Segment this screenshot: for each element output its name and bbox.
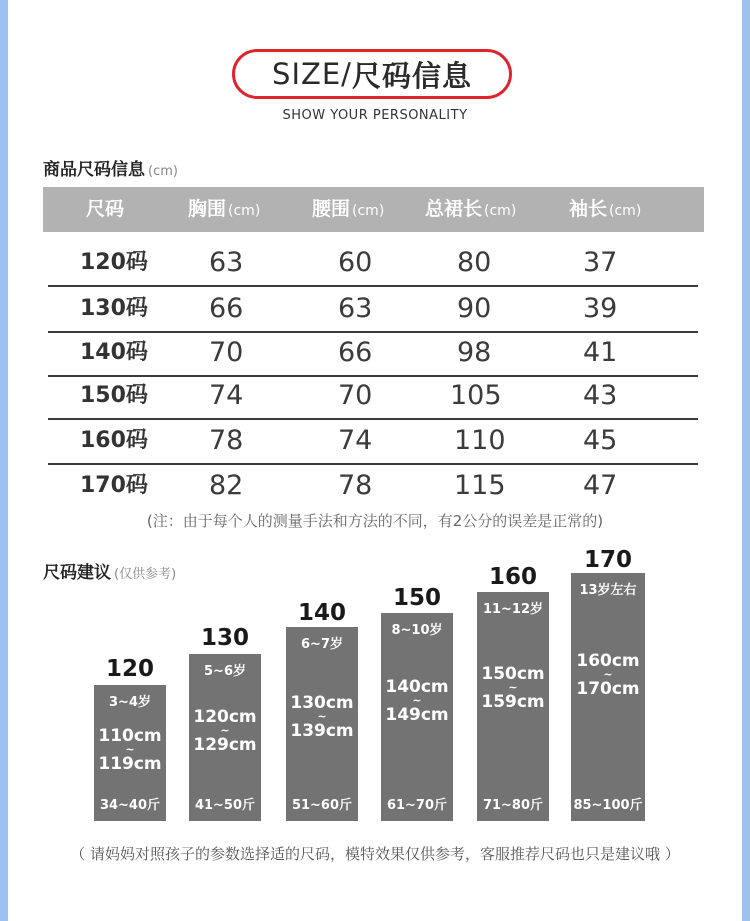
bar-height-from: 150cm	[481, 664, 545, 684]
cell-length: 115	[454, 470, 506, 501]
size-bar-130	[189, 654, 261, 821]
cell-length: 90	[457, 293, 492, 324]
table-row	[48, 240, 698, 287]
header-sleeve-label: 袖长	[569, 198, 608, 220]
cell-waist: 60	[338, 247, 373, 278]
cell-sleeve: 39	[583, 293, 618, 324]
bar-height-sep: ~	[603, 668, 613, 681]
right-border	[742, 0, 750, 921]
bar-height-to: 170cm	[576, 679, 640, 699]
header-waist	[312, 187, 384, 232]
bar-height-from: 110cm	[98, 726, 162, 746]
bar-height-from: 160cm	[576, 651, 640, 671]
header-sleeve-unit: (cm)	[609, 203, 642, 219]
cell-length: 80	[457, 247, 492, 278]
bar-height-to: 119cm	[98, 754, 162, 774]
cell-size: 140码	[80, 340, 148, 365]
bar-height-sep: ~	[508, 681, 518, 694]
cell-waist: 66	[338, 337, 373, 368]
bar-size-label: 140	[297, 600, 346, 626]
bar-height-to: 139cm	[290, 721, 354, 741]
cell-chest: 82	[209, 470, 244, 501]
header-chest-unit: (cm)	[228, 203, 261, 219]
cell-length: 98	[457, 337, 492, 368]
bar-weight: 41~50斤	[194, 798, 256, 813]
cell-sleeve: 47	[583, 470, 618, 501]
cell-chest: 78	[209, 425, 244, 456]
cell-chest: 70	[209, 337, 244, 368]
measurement-note: (注：由于每个人的测量手法和方法的不同，有2公分的误差是正常的)	[146, 512, 604, 530]
table-row	[48, 418, 698, 465]
cell-waist: 74	[338, 425, 373, 456]
bar-weight: 34~40斤	[99, 798, 161, 813]
header-chest	[188, 187, 260, 232]
header-size	[86, 187, 124, 232]
header-length	[425, 187, 516, 232]
table-row	[48, 373, 698, 420]
footer-note: （ 请妈妈对照孩子的参数选择适的尺码，模特效果仅供参考，客服推荐尺码也只是建议哦 ）	[70, 845, 680, 863]
bar-size-label: 160	[488, 564, 537, 590]
bar-height-from: 140cm	[385, 677, 449, 697]
bar-size-label: 130	[200, 625, 249, 651]
cell-length: 110	[454, 425, 506, 456]
cell-sleeve: 41	[583, 337, 618, 368]
bar-weight: 61~70斤	[386, 798, 448, 813]
bar-size-label: 120	[105, 656, 154, 682]
recommend-label-text: 尺码建议	[43, 563, 111, 583]
bar-age: 13岁左右	[579, 583, 637, 598]
bar-height-sep: ~	[317, 710, 327, 723]
cell-length: 105	[450, 380, 502, 411]
cell-waist: 70	[338, 380, 373, 411]
cell-chest: 63	[209, 247, 244, 278]
bar-height-from: 120cm	[193, 707, 257, 727]
size-table-label-unit: (cm)	[148, 164, 178, 179]
bar-age: 11~12岁	[482, 602, 544, 617]
header-length-unit: (cm)	[484, 203, 517, 219]
title-latin: SIZE/	[272, 57, 352, 91]
bar-weight: 85~100斤	[573, 798, 643, 813]
page-subtitle: SHOW YOUR PERSONALITY	[282, 108, 468, 123]
cell-chest: 66	[209, 293, 244, 324]
title-chinese: 尺码信息	[351, 58, 472, 93]
size-bar-170	[571, 573, 645, 821]
bar-weight: 51~60斤	[291, 798, 353, 813]
size-bar-140	[286, 627, 358, 821]
bar-height-range	[381, 677, 453, 725]
size-table-label-text: 商品尺码信息	[43, 160, 145, 180]
left-border	[0, 0, 8, 921]
bar-height-range	[189, 707, 261, 755]
bar-height-sep: ~	[412, 694, 422, 707]
bar-size-label: 150	[392, 585, 441, 611]
header-waist-label: 腰围	[312, 198, 351, 220]
bar-height-from: 130cm	[290, 693, 354, 713]
cell-sleeve: 45	[583, 425, 618, 456]
bar-height-range	[94, 726, 166, 774]
cell-chest: 74	[209, 380, 244, 411]
bar-height-range	[286, 693, 358, 741]
header-size-label: 尺码	[86, 198, 125, 220]
cell-size: 150码	[80, 383, 148, 408]
cell-size: 170码	[80, 473, 148, 498]
size-bar-120	[94, 685, 166, 821]
cell-size: 160码	[80, 428, 148, 453]
bar-age: 5~6岁	[204, 664, 246, 679]
bar-age: 6~7岁	[301, 637, 343, 652]
bar-size-label: 170	[583, 547, 632, 573]
bar-weight: 71~80斤	[482, 798, 544, 813]
table-row	[48, 286, 698, 333]
header-chest-label: 胸围	[188, 198, 227, 220]
cell-size: 130码	[80, 296, 148, 321]
header-waist-unit: (cm)	[352, 203, 385, 219]
cell-waist: 63	[338, 293, 373, 324]
bar-height-sep: ~	[220, 724, 230, 737]
cell-sleeve: 43	[583, 380, 618, 411]
bar-height-sep: ~	[125, 743, 135, 756]
bar-height-to: 149cm	[385, 705, 449, 725]
recommend-label	[43, 558, 176, 583]
page-title	[232, 49, 512, 99]
table-row	[48, 330, 698, 377]
size-bar-160	[477, 592, 549, 821]
size-bar-150	[381, 613, 453, 821]
cell-size: 120码	[80, 250, 148, 275]
bar-age: 3~4岁	[109, 695, 151, 710]
bar-height-to: 129cm	[193, 735, 257, 755]
bar-height-range	[477, 664, 549, 712]
bar-height-to: 159cm	[481, 692, 545, 712]
cell-sleeve: 37	[583, 247, 618, 278]
cell-waist: 78	[338, 470, 373, 501]
table-row	[48, 463, 698, 508]
size-table-label	[43, 155, 178, 180]
bar-age: 8~10岁	[391, 623, 443, 638]
bar-height-range	[571, 651, 645, 699]
header-sleeve	[569, 187, 641, 232]
recommend-label-hint: (仅供参考)	[114, 567, 177, 582]
size-table-header	[43, 187, 704, 232]
header-length-label: 总裙长	[425, 198, 483, 220]
